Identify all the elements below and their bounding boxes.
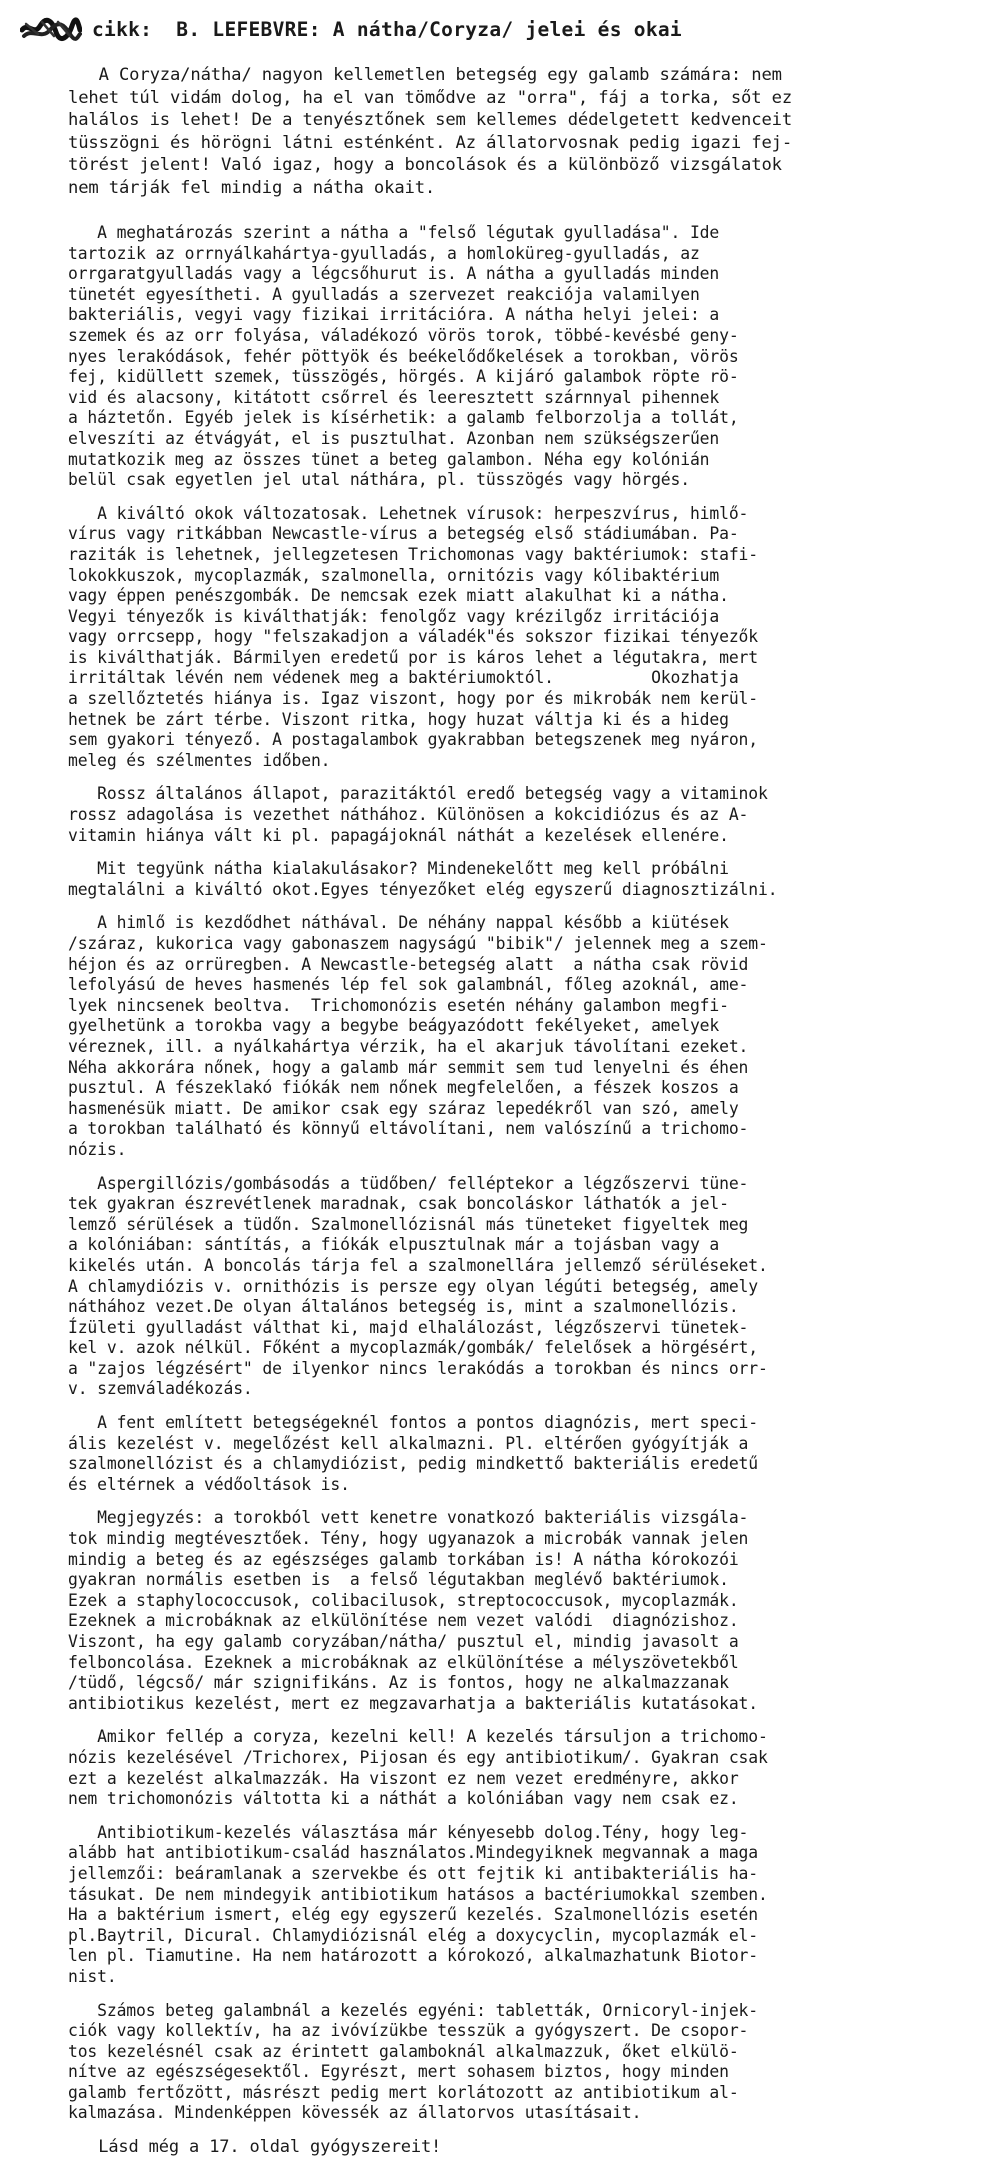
article-header xyxy=(20,12,980,46)
article-body xyxy=(20,64,950,2158)
paragraph-pox-newcastle: A himlő is kezdődhet náthával. De néhány nappal később a kiütések /száraz, kukorica vagy gabonaszem nagyságú "bibik"/ jelennek meg a szem- héjon és az orrüregben. A Newcastle-betegség alatt a nátha csak rövid lefolyású de heves hasmenés lép fel sok galambnál, főleg azoknál, ame- lyek nincsenek beoltva. Trichomonózis esetén néhány galambon megfi- gyelhetünk a torokba vagy a begybe beágyazódott fekélyeket, amelyek véreznek, ill. a nyálkahártya vérzik, ha el akarjuk távolítani ezeket. Néha akkorára nőnek, hogy a galamb már semmit sem tud lenyelni és éhen pusztul. A fészeklakó fiókák nem nőnek megfelelően, a fészek koszos a hasmenésük miatt. De amikor csak egy száraz lepedékről van szó, amely a torokban található és könnyű eltávolítani, nem valószínű a trichomo- nózis. xyxy=(68,913,768,1159)
paragraph-aspergillosis: Aspergillózis/gombásodás a tüdőben/ felléptekor a légzőszervi tüne- tek gyakran észrevétlenek maradnak, csak boncoláskor láthatók a jel- lemző sérülések a tüdőn. Szalmonellózisnál más tüneteket figyeltek meg a kolóniában: sántítás, a fiókák elpusztulnak már a tojásban vagy a kikelés után. A boncolás tárja fel a szalmonellára jellemző sérüléseket. A chlamydiózis v. ornithózis is persze egy olyan légúti betegség, amely náthához vezet.De olyan általános betegség is, mint a szalmonellózis. Ízületi gyulladást válthat ki, majd elhalálozást, légzőszervi tünetek- kel v. azok nélkül. Főként a mycoplazmák/gombák/ felelősek a hörgésért, a "zajos légzésért" de ilyenkor nincs lerakódás a torokban és nincs orr- v. szemváladékozás. xyxy=(68,1173,768,1399)
paragraph-individual-treatment: Számos beteg galambnál a kezelés egyéni: tabletták, Ornicoryl-injek- ciók vagy kollektív, ha az ivóvízükbe tesszük a gyógyszert. De csopor- tos kezelésnél csak az érintett galamboknál alkalmazzuk, őket elkülö- nítve az egészségesektől. Egyrészt, mert sohasem biztos, hogy minden galamb fertőzött, másrészt pedig mert korlátozott az antibiotikum al- kalmazása. Mindenképpen kövessék az állatorvos utasításait. xyxy=(68,2000,758,2123)
paragraph-causes: A kiváltó okok változatosak. Lehetnek vírusok: herpeszvírus, himlő- vírus vagy ritkábban Newcastle-vírus a betegség első stádiumában. Pa- raziták is lehetnek, jellegzetesen Trichomonas vagy baktériumok: stafi- lokokkuszok, mycoplazmák, szalmonella, ornitózis vagy kólibaktérium vagy éppen penészgombák. De nemcsak ezek miatt alakulhat ki a nátha. Vegyi tényezők is kiválthatják: fenolgőz vagy krézilgőz irritációja vagy orrcsepp, hogy "felszakadjon a váladék"és sokszor fizikai tényezők is kiválthatják. Bármilyen eredetű por is káros lehet a légutakra, mert irritáltak lévén nem védenek meg a baktériumoktól. Okozhatja a szellőztetés hiánya is. Igaz viszont, hogy por és mikrobák nem kerül- hetnek be zárt térbe. Viszont ritka, hogy huzat váltja ki és a hideg sem gyakori tényező. A postagalambok gyakrabban betegszenek meg nyáron, meleg és szélmentes időben. xyxy=(68,503,758,770)
paragraph-see-also: Lásd még a 17. oldal gyógyszereit! xyxy=(68,2137,442,2158)
paragraph-what-to-do: Mit tegyünk nátha kialakulásakor? Mindenekelőtt meg kell próbálni megtalálni a kiváltó okot.Egyes tényezőket elég egyszerű diagnosztizálni. xyxy=(68,859,778,899)
scribble-mark xyxy=(20,16,82,42)
paragraph-antibiotics: Antibiotikum-kezelés választása már kényesebb dolog.Tény, hogy leg- alább hat antibiotikum-család használatos.Mindegyiknek megvannak a maga jellemzői: beáramlanak a szervekbe és ott fejtik ki antibakteriális ha- tásukat. De nem mindegyik antibiotikum hatásos a bactériumokkal szemben. Ha a baktérium ismert, elég egy egyszerű kezelés. Szalmonellózis esetén pl.Baytril, Dicural. Chlamydiózisnál elég a doxycyclin, mycoplazmák el- len pl. Tiamutine. Ha nem határozott a kórokozó, alkalmazhatunk Biotor- nist. xyxy=(68,1822,768,1986)
paragraph-note: Megjegyzés: a torokból vett kenetre vonatkozó bakteriális vizsgála- tok mindig megtévesztőek. Tény, hogy ugyanazok a microbák vannak jelen mindig a beteg és az egészséges galamb torkában is! A nátha kórokozói gyakran normális esetben is a felső légutakban meglévő baktériumok. Ezek a staphylococcusok, colibacilusok, streptococcusok, mycoplazmák. Ezeknek a microbáknak az elkülönítése nem vezet valódi diagnózishoz. Viszont, ha egy galamb coryzában/nátha/ pusztul el, mindig javasolt a felboncolása. Ezeknek a microbáknak az elkülönítése a mélyszövetekből /tüdő, légcső/ már szignifikáns. Az is fontos, hogy ne alkalmazzanak antibiotikus kezelést, mert ez megzavarhatja a bakteriális kutatásokat. xyxy=(68,1508,758,1713)
paragraph-treatment: Amikor fellép a coryza, kezelni kell! A kezelés társuljon a trichomo- nózis kezelésével /Trichorex, Pijosan és egy antibiotikum/. Gyakran csak ezt a kezelést alkalmazzák. Ha viszont ez nem vezet eredményre, akkor nem trichomonózis váltotta ki a náthát a kolóniában vagy nem csak ez. xyxy=(68,1727,768,1809)
paragraph-definition: A meghatározás szerint a nátha a "felső légutak gyulladása". Ide tartozik az orrnyálkahártya-gyulladás, a homloküreg-gyulladás, az orrgaratgyulladás vagy a légcsőhurut is. A nátha a gyulladás minden tünetét egyesítheti. A gyulladás a szervezet reakciója valamilyen bakteriális, vegyi vagy fizikai irritációra. A nátha helyi jelei: a szemek és az orr folyása, váladékozó vörös torok, többé-kevésbé geny- nyes lerakódások, fehér pöttyök és beékelődőkelések a torokban, vörös fej, kidüllett szemek, tüsszögés, hörgés. A kijáró galambok röpte rö- vid és alacsony, kitátott csőrrel és leeresztett szárnnyal pihennek a háztetőn. Egyéb jelek is kísérhetik: a galamb felborzolja a tollát, elveszíti az étvágyát, el is pusztulhat. Azonban nem szükségszerűen mutatkozik meg az összes tünet a beteg galambon. Néha egy kolónián belül csak egyetlen jel utal náthára, pl. tüsszögés vagy hörgés. xyxy=(68,223,739,490)
paragraph-general-condition: Rossz általános állapot, parazitáktól eredő betegség vagy a vitaminok rossz adagolása is vezethet náthához. Különösen a kokcidiózus és az A- vitamin hiánya vált ki pl. papagájoknál náthát a kezelések ellenére. xyxy=(68,784,768,845)
article-title: cikk: B. LEFEBVRE: A nátha/Coryza/ jelei és okai xyxy=(92,17,682,41)
paragraph-intro: A Coryza/nátha/ nagyon kellemetlen betegség egy galamb számára: nem lehet túl vidám dolog, ha el van tömődve az "orra", fáj a torka, sőt ez halálos is lehet! De a tenyésztőnek sem kellemes dédelgetett kedvenceit tüsszögni és hörögni látni esténként. Az állatorvosnak pedig igazi fej- törést jelent! Való igaz, hogy a boncolások és a különböző vizsgálatok nem tárják fel mindig a nátha okait. xyxy=(68,65,793,198)
paragraph-diagnosis: A fent említett betegségeknél fontos a pontos diagnózis, mert speci- ális kezelést v. megelőzést kell alkalmazni. Pl. eltérően gyógyítják a szalmonellózist és a chlamydiózist, pedig mindkettő bakteriális eredetű és eltérnek a védőoltások is. xyxy=(68,1413,758,1494)
